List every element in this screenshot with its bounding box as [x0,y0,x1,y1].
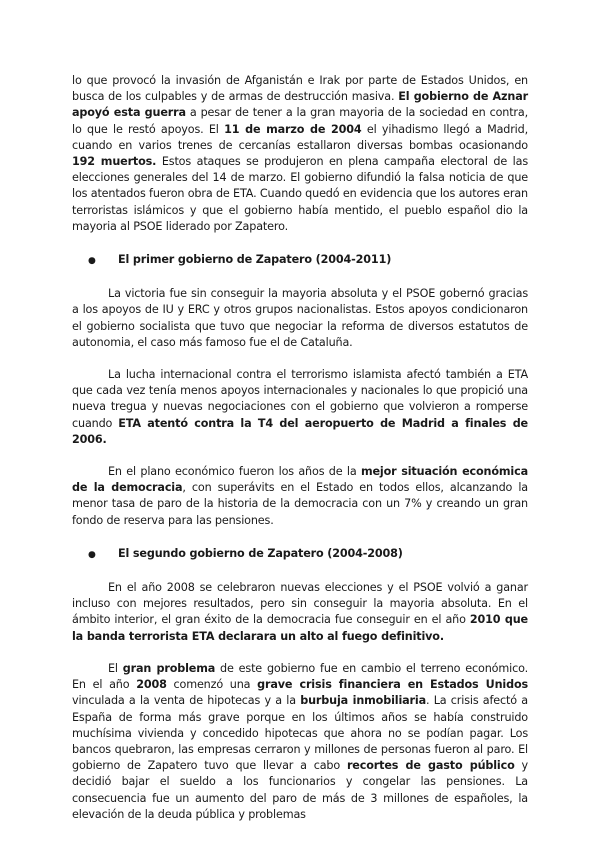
document-page [72,73,528,823]
heading-text: El segundo gobierno de Zapatero (2004-2008) [118,546,403,560]
bullet-icon: ● [88,256,96,267]
paragraph-economy: En el plano económico fueron los años de la mejor situación económica de la democracia, con superávits en el Estado en todos ellos, alcanzando la menor tasa de paro de la historia de la democracia con un 7% y creando un gran fondo de reserva para las pensiones. [72,465,528,527]
section-heading-first-government [72,252,528,269]
bullet-icon: ● [88,549,96,560]
paragraph-victory: La victoria fue sin conseguir la mayoria absoluta y el PSOE gobernó gracias a los apoyos de IU y ERC y otros grupos nacionalistas. Estos apoyos condicionaron el gobierno socialista que tuvo que negociar la reforma de diversos estatutos de autonomia, el caso más famoso fue el de Cataluña. [72,287,528,349]
paragraph-aznar-iraq-war: lo que provocó la invasión de Afganistán e Irak por parte de Estados Unidos, en busca de los culpables y de armas de destrucción masiva. El gobierno de Aznar apoyó esta guerra a pesar de tener a la gran mayoria de la sociedad en contra, lo que le restó apoyos. El 11 de marzo de 2004 el yihadismo llegó a Madrid, cuando en varios trenes de cercanías estallaron diversas bombas ocasionando 192 muertos. Estos ataques se produjeron en plena campaña electoral de las elecciones generales del 14 de marzo. El gobierno difundió la falsa noticia de que los atentados fueron obra de ETA. Cuando quedó en evidencia que los autores eran terroristas islámicos y que el gobierno había mentido, el pueblo español dio la mayoria al PSOE liderado por Zapatero. [72,74,528,233]
paragraph-eta-t4: La lucha internacional contra el terrorismo islamista afectó también a ETA que cada vez tenía menos apoyos internacionales y nacionales lo que propició una nueva tregua y nuevas negociaciones con el gobierno que volvieron a romperse cuando ETA atentó contra la T4 del aeropuerto de Madrid a finales de 2006. [72,368,528,446]
paragraph-financial-crisis: El gran problema de este gobierno fue en cambio el terreno económico. En el año 2008 comenzó una grave crisis financiera en Estados Unidos vinculada a la venta de hipotecas y a la burbuja inmobiliaria. La crisis afectó a España de forma más grave porque en los últimos años se había construido muchísima vivienda y concedido hipotecas que ahora no se podían pagar. Los bancos quebraron, las empresas cerraron y millones de personas fueron al paro. El gobierno de Zapatero tuvo que llevar a cabo recortes de gasto público y decidió bajar el sueldo a los funcionarios y congelar las pensiones. La consecuencia fue un aumento del paro de más de 3 millones de españoles, la elevación de la deuda pública y problemas [72,661,528,821]
paragraph-2008-elections: En el año 2008 se celebraron nuevas elecciones y el PSOE volvió a ganar incluso con mejores resultados, pero sin conseguir la mayoria absoluta. En el ámbito interior, el gran éxito de la democracia fue conseguir en el año 2010 que la banda terrorista ETA declarara un alto al fuego definitivo. [72,581,528,643]
heading-text: El primer gobierno de Zapatero (2004-2011) [118,253,392,267]
section-heading-second-government [72,546,528,563]
